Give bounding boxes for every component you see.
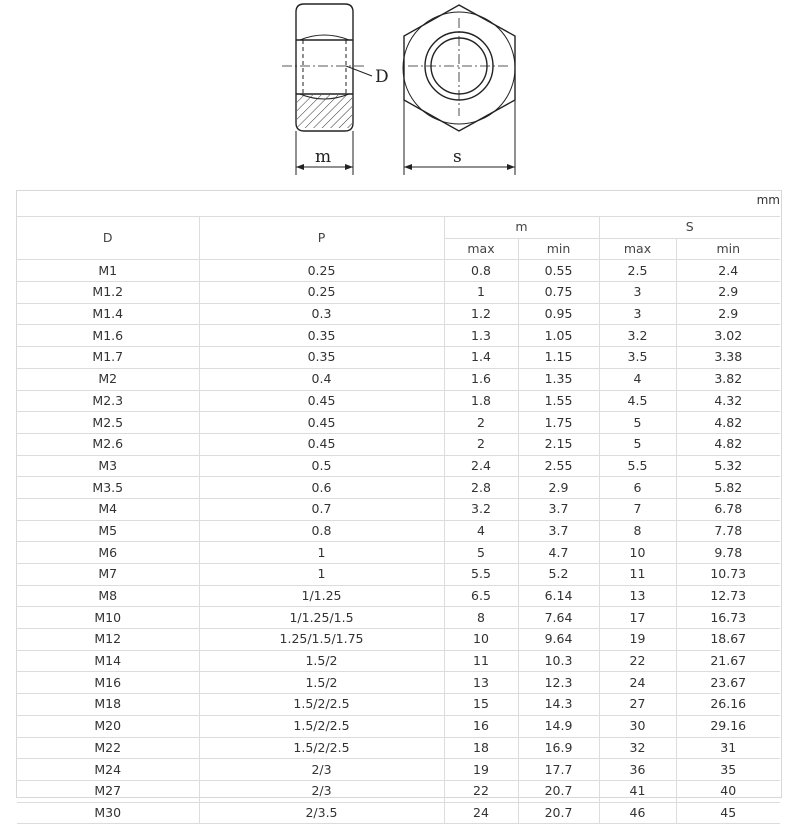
cell-p: 0.4 bbox=[199, 368, 444, 390]
cell-m-min: 2.9 bbox=[518, 477, 599, 499]
cell-m-max: 3.2 bbox=[444, 498, 518, 520]
cell-p: 0.8 bbox=[199, 520, 444, 542]
cell-m-max: 2.4 bbox=[444, 455, 518, 477]
cell-m-min: 9.64 bbox=[518, 629, 599, 651]
label-m: m bbox=[315, 147, 332, 167]
cell-s-min: 5.32 bbox=[676, 455, 780, 477]
cell-m-max: 6.5 bbox=[444, 585, 518, 607]
cell-p: 0.35 bbox=[199, 325, 444, 347]
cell-s-max: 6 bbox=[599, 477, 676, 499]
cell-m-min: 7.64 bbox=[518, 607, 599, 629]
cell-p: 1/1.25 bbox=[199, 585, 444, 607]
table-row bbox=[17, 650, 780, 672]
cell-d: M3.5 bbox=[17, 477, 199, 499]
cell-d: M22 bbox=[17, 737, 199, 759]
cell-m-max: 4 bbox=[444, 520, 518, 542]
cell-s-max: 27 bbox=[599, 694, 676, 716]
header-m-max: max bbox=[444, 238, 518, 260]
cell-s-max: 5 bbox=[599, 412, 676, 434]
table-row bbox=[17, 564, 780, 586]
cell-s-max: 7 bbox=[599, 498, 676, 520]
cell-s-min: 2.4 bbox=[676, 260, 780, 282]
cell-s-min: 7.78 bbox=[676, 520, 780, 542]
cell-m-min: 14.3 bbox=[518, 694, 599, 716]
cell-p: 1.25/1.5/1.75 bbox=[199, 629, 444, 651]
cell-s-min: 2.9 bbox=[676, 303, 780, 325]
cell-d: M1.7 bbox=[17, 347, 199, 369]
unit-label: mm bbox=[756, 193, 780, 207]
header-d: D bbox=[17, 217, 199, 260]
cell-m-min: 1.05 bbox=[518, 325, 599, 347]
header-s-min: min bbox=[676, 238, 780, 260]
table-row bbox=[17, 325, 780, 347]
cell-m-max: 5 bbox=[444, 542, 518, 564]
table-row bbox=[17, 347, 780, 369]
cell-m-min: 1.35 bbox=[518, 368, 599, 390]
cell-d: M7 bbox=[17, 564, 199, 586]
table-row bbox=[17, 715, 780, 737]
cell-s-max: 22 bbox=[599, 650, 676, 672]
cell-s-min: 4.82 bbox=[676, 433, 780, 455]
cell-s-max: 11 bbox=[599, 564, 676, 586]
cell-p: 0.45 bbox=[199, 412, 444, 434]
cell-p: 0.25 bbox=[199, 260, 444, 282]
table-row bbox=[17, 780, 780, 802]
hex-nut-drawing bbox=[0, 0, 800, 190]
cell-d: M12 bbox=[17, 629, 199, 651]
cell-m-max: 0.8 bbox=[444, 260, 518, 282]
label-s: s bbox=[453, 147, 462, 167]
cell-d: M20 bbox=[17, 715, 199, 737]
cell-s-min: 26.16 bbox=[676, 694, 780, 716]
cell-s-min: 40 bbox=[676, 780, 780, 802]
cell-m-max: 2 bbox=[444, 412, 518, 434]
cell-d: M5 bbox=[17, 520, 199, 542]
cell-s-max: 10 bbox=[599, 542, 676, 564]
cell-p: 0.25 bbox=[199, 282, 444, 304]
table-row bbox=[17, 694, 780, 716]
cell-d: M1.2 bbox=[17, 282, 199, 304]
cell-p: 0.6 bbox=[199, 477, 444, 499]
table-row bbox=[17, 477, 780, 499]
cell-m-max: 15 bbox=[444, 694, 518, 716]
cell-d: M3 bbox=[17, 455, 199, 477]
cell-s-min: 45 bbox=[676, 802, 780, 824]
table-row bbox=[17, 390, 780, 412]
cell-p: 1.5/2/2.5 bbox=[199, 715, 444, 737]
cell-m-max: 11 bbox=[444, 650, 518, 672]
cell-s-min: 4.32 bbox=[676, 390, 780, 412]
label-d: D bbox=[375, 67, 389, 87]
cell-p: 0.7 bbox=[199, 498, 444, 520]
cell-m-max: 5.5 bbox=[444, 564, 518, 586]
cell-s-max: 36 bbox=[599, 759, 676, 781]
cell-d: M2.3 bbox=[17, 390, 199, 412]
cell-m-max: 10 bbox=[444, 629, 518, 651]
cell-m-min: 2.15 bbox=[518, 433, 599, 455]
cell-d: M30 bbox=[17, 802, 199, 824]
cell-s-min: 9.78 bbox=[676, 542, 780, 564]
cell-p: 1 bbox=[199, 542, 444, 564]
cell-s-max: 46 bbox=[599, 802, 676, 824]
table-row bbox=[17, 433, 780, 455]
cell-s-min: 4.82 bbox=[676, 412, 780, 434]
cell-p: 1.5/2 bbox=[199, 650, 444, 672]
cell-m-max: 1.6 bbox=[444, 368, 518, 390]
cell-p: 0.45 bbox=[199, 433, 444, 455]
table-row bbox=[17, 303, 780, 325]
cell-s-min: 10.73 bbox=[676, 564, 780, 586]
cell-p: 2/3 bbox=[199, 780, 444, 802]
cell-m-max: 13 bbox=[444, 672, 518, 694]
cell-m-max: 19 bbox=[444, 759, 518, 781]
table-row bbox=[17, 520, 780, 542]
table-row bbox=[17, 585, 780, 607]
cell-d: M10 bbox=[17, 607, 199, 629]
cell-p: 1.5/2 bbox=[199, 672, 444, 694]
cell-d: M14 bbox=[17, 650, 199, 672]
cell-m-min: 14.9 bbox=[518, 715, 599, 737]
cell-p: 1.5/2/2.5 bbox=[199, 694, 444, 716]
cell-m-min: 10.3 bbox=[518, 650, 599, 672]
cell-s-min: 3.02 bbox=[676, 325, 780, 347]
cell-m-max: 2.8 bbox=[444, 477, 518, 499]
cell-s-min: 31 bbox=[676, 737, 780, 759]
cell-s-min: 3.82 bbox=[676, 368, 780, 390]
cell-s-max: 30 bbox=[599, 715, 676, 737]
cell-d: M1 bbox=[17, 260, 199, 282]
cell-d: M2.6 bbox=[17, 433, 199, 455]
cell-s-min: 16.73 bbox=[676, 607, 780, 629]
header-m-min: min bbox=[518, 238, 599, 260]
table-row bbox=[17, 368, 780, 390]
cell-p: 1.5/2/2.5 bbox=[199, 737, 444, 759]
cell-m-max: 1.8 bbox=[444, 390, 518, 412]
cell-p: 2/3 bbox=[199, 759, 444, 781]
cell-s-max: 17 bbox=[599, 607, 676, 629]
cell-m-max: 16 bbox=[444, 715, 518, 737]
table-row bbox=[17, 672, 780, 694]
cell-m-min: 20.7 bbox=[518, 780, 599, 802]
cell-m-min: 1.75 bbox=[518, 412, 599, 434]
cell-m-min: 20.7 bbox=[518, 802, 599, 824]
cell-m-max: 18 bbox=[444, 737, 518, 759]
table-row bbox=[17, 455, 780, 477]
cell-p: 0.45 bbox=[199, 390, 444, 412]
cell-s-max: 3 bbox=[599, 303, 676, 325]
cell-m-max: 22 bbox=[444, 780, 518, 802]
cell-m-min: 6.14 bbox=[518, 585, 599, 607]
table-row bbox=[17, 737, 780, 759]
cell-m-min: 2.55 bbox=[518, 455, 599, 477]
cell-s-max: 24 bbox=[599, 672, 676, 694]
cell-s-min: 3.38 bbox=[676, 347, 780, 369]
cell-p: 0.5 bbox=[199, 455, 444, 477]
hex-nut-spec-table bbox=[17, 216, 780, 824]
table-row bbox=[17, 607, 780, 629]
cell-p: 2/3.5 bbox=[199, 802, 444, 824]
cell-d: M8 bbox=[17, 585, 199, 607]
cell-d: M16 bbox=[17, 672, 199, 694]
cell-s-min: 2.9 bbox=[676, 282, 780, 304]
cell-s-max: 32 bbox=[599, 737, 676, 759]
cell-m-max: 1.3 bbox=[444, 325, 518, 347]
cell-d: M1.6 bbox=[17, 325, 199, 347]
cell-s-max: 19 bbox=[599, 629, 676, 651]
cell-p: 0.3 bbox=[199, 303, 444, 325]
table-row bbox=[17, 629, 780, 651]
cell-p: 0.35 bbox=[199, 347, 444, 369]
cell-m-max: 24 bbox=[444, 802, 518, 824]
cell-d: M27 bbox=[17, 780, 199, 802]
cell-m-min: 3.7 bbox=[518, 520, 599, 542]
cell-m-min: 5.2 bbox=[518, 564, 599, 586]
cell-s-max: 3.2 bbox=[599, 325, 676, 347]
table-body bbox=[17, 260, 780, 824]
cell-m-min: 3.7 bbox=[518, 498, 599, 520]
cell-d: M2 bbox=[17, 368, 199, 390]
cell-m-max: 1.4 bbox=[444, 347, 518, 369]
cell-m-max: 1 bbox=[444, 282, 518, 304]
cell-m-max: 1.2 bbox=[444, 303, 518, 325]
cell-m-min: 12.3 bbox=[518, 672, 599, 694]
header-p: P bbox=[199, 217, 444, 260]
cell-m-min: 4.7 bbox=[518, 542, 599, 564]
cell-s-max: 13 bbox=[599, 585, 676, 607]
cell-d: M18 bbox=[17, 694, 199, 716]
cell-m-max: 8 bbox=[444, 607, 518, 629]
cell-m-min: 0.95 bbox=[518, 303, 599, 325]
cell-s-min: 5.82 bbox=[676, 477, 780, 499]
cell-m-min: 0.55 bbox=[518, 260, 599, 282]
cell-p: 1/1.25/1.5 bbox=[199, 607, 444, 629]
table-row bbox=[17, 260, 780, 282]
cell-s-max: 3.5 bbox=[599, 347, 676, 369]
header-s-max: max bbox=[599, 238, 676, 260]
cell-s-min: 23.67 bbox=[676, 672, 780, 694]
cell-d: M6 bbox=[17, 542, 199, 564]
cell-s-min: 12.73 bbox=[676, 585, 780, 607]
cell-s-max: 41 bbox=[599, 780, 676, 802]
cell-d: M2.5 bbox=[17, 412, 199, 434]
cell-s-max: 8 bbox=[599, 520, 676, 542]
cell-s-max: 5.5 bbox=[599, 455, 676, 477]
cell-s-max: 4.5 bbox=[599, 390, 676, 412]
table-row bbox=[17, 542, 780, 564]
cell-m-min: 1.55 bbox=[518, 390, 599, 412]
cell-s-min: 18.67 bbox=[676, 629, 780, 651]
cell-s-max: 3 bbox=[599, 282, 676, 304]
cell-s-max: 2.5 bbox=[599, 260, 676, 282]
cell-m-max: 2 bbox=[444, 433, 518, 455]
cell-m-min: 17.7 bbox=[518, 759, 599, 781]
cell-s-min: 29.16 bbox=[676, 715, 780, 737]
header-s: S bbox=[599, 217, 780, 239]
cell-m-min: 0.75 bbox=[518, 282, 599, 304]
table-row bbox=[17, 498, 780, 520]
table-row bbox=[17, 282, 780, 304]
cell-m-min: 1.15 bbox=[518, 347, 599, 369]
table-row bbox=[17, 412, 780, 434]
cell-s-max: 5 bbox=[599, 433, 676, 455]
table-row bbox=[17, 759, 780, 781]
cell-d: M24 bbox=[17, 759, 199, 781]
cell-s-max: 4 bbox=[599, 368, 676, 390]
cell-s-min: 6.78 bbox=[676, 498, 780, 520]
cell-d: M4 bbox=[17, 498, 199, 520]
cell-m-min: 16.9 bbox=[518, 737, 599, 759]
cell-d: M1.4 bbox=[17, 303, 199, 325]
header-m: m bbox=[444, 217, 599, 239]
cell-s-min: 21.67 bbox=[676, 650, 780, 672]
table-row bbox=[17, 802, 780, 824]
cell-s-min: 35 bbox=[676, 759, 780, 781]
cell-p: 1 bbox=[199, 564, 444, 586]
